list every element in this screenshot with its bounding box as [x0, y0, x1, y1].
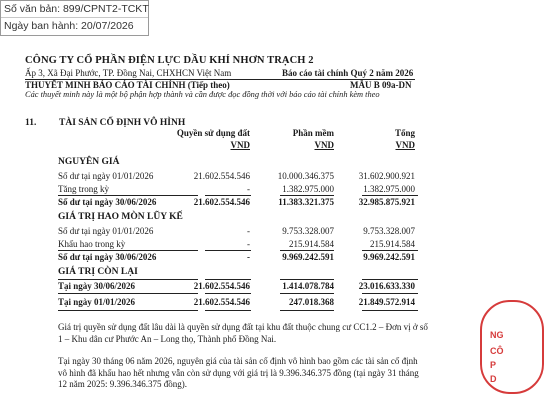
cell-land-use-rights: 21.602.554.546: [193, 171, 250, 181]
doc-number: Số văn bản: 899/CPNT2-TCKT: [4, 3, 149, 15]
notes-title: THUYẾT MINH BÁO CÁO TÀI CHÍNH (Tiếp theo): [25, 80, 230, 90]
table-row: [58, 252, 418, 264]
cell-total: 32.985.875.921: [358, 197, 415, 207]
row-label: Số dư tại ngày 01/01/2026: [58, 171, 154, 181]
row-label: Tăng trong kỳ: [58, 184, 109, 194]
cell-software: 10.000.346.375: [277, 171, 334, 181]
section-number: 11.: [25, 118, 37, 128]
cell-software: 1.414.078.784: [282, 281, 334, 291]
cell-total: 1.382.975.000: [363, 184, 415, 194]
notes-subtitle: Các thuyết minh này là một bộ phận hợp thành và cần được đọc đồng thời với báo cáo tài chính kèm theo: [25, 90, 380, 99]
row-label: Tại ngày 01/01/2026: [58, 297, 136, 307]
subtotal-rule: [58, 195, 198, 196]
issue-date: Ngày ban hành: 20/07/2026: [1, 17, 148, 34]
cell-land-use-rights: 21.602.554.546: [193, 297, 250, 307]
cell-land-use-rights: -: [247, 226, 250, 236]
seal-text: D: [490, 374, 497, 384]
column-unit-total: VND: [395, 140, 415, 150]
table-row: [58, 197, 418, 209]
cell-land-use-rights: 21.602.554.546: [193, 281, 250, 291]
column-header-software: Phần mềm: [292, 128, 334, 138]
cell-total: 31.602.900.921: [358, 171, 415, 181]
row-label: Số dư tại ngày 01/01/2026: [58, 226, 154, 236]
report-title: Báo cáo tài chính Quý 2 năm 2026: [282, 68, 414, 78]
document-meta-box: [0, 0, 149, 36]
note-paragraph: Tại ngày 30 tháng 06 năm 2026, nguyên giá của tài sản cố định vô hình bao gồm các tài sản cố định vô hình đã khấu hao hết nhưng vẫn còn sử dụng với giá trị là 9.396.346.375 đồng (tại ngày 31 tháng 12 năm 2025: 9.396.346.375 đồng).: [58, 356, 419, 389]
column-header-total: Tổng: [394, 128, 415, 138]
group-title-net: GIÁ TRỊ CÒN LẠI: [58, 267, 138, 277]
group-title-cost: NGUYÊN GIÁ: [58, 157, 120, 167]
note-paragraph: Giá trị quyền sử dụng đất lâu dài là quyền sử dụng đất tại khu đất thuộc chung cư CC1.2 – Đơn vị ở số 1 – Khu dân cư Phước An – Long thọ, Thành phố Đồng Nai.: [58, 322, 428, 344]
cell-total: 23.016.633.330: [358, 281, 415, 291]
subtotal-rule: [205, 195, 251, 196]
row-label: Khấu hao trong kỳ: [58, 239, 126, 249]
cell-software: 247.018.368: [289, 297, 334, 307]
seal-text: P: [490, 360, 497, 370]
subtotal-rule: [362, 250, 418, 251]
form-code: MẪU B 09a-DN: [350, 80, 412, 90]
subtotal-rule: [205, 250, 251, 251]
total-rule: [280, 310, 334, 311]
subtotal-rule: [362, 195, 418, 196]
subtotal-rule: [362, 279, 418, 280]
row-label: Số dư tại ngày 30/06/2026: [58, 197, 157, 207]
cell-total: 9.753.328.007: [363, 226, 415, 236]
column-unit-land-use-rights: VND: [230, 140, 250, 150]
company-name: CÔNG TY CỔ PHẦN ĐIỆN LỰC DẦU KHÍ NHƠN TRẠCH 2: [25, 55, 314, 66]
cell-total: 9.969.242.591: [363, 252, 415, 262]
subtotal-rule: [280, 250, 334, 251]
seal-text: CÔ: [490, 346, 504, 356]
subtotal-rule: [280, 279, 334, 280]
group-title-amortization: GIÁ TRỊ HAO MÒN LŨY KẾ: [58, 212, 183, 222]
subtotal-rule: [280, 195, 334, 196]
seal-text: NG: [490, 330, 504, 340]
cell-total: 21.849.572.914: [358, 297, 415, 307]
row-label: Số dư tại ngày 30/06/2026: [58, 252, 157, 262]
cell-land-use-rights: -: [247, 252, 250, 262]
cell-total: 215.914.584: [370, 239, 415, 249]
total-rule: [362, 310, 418, 311]
total-rule: [205, 310, 251, 311]
cell-software: 215.914.584: [289, 239, 334, 249]
company-seal: [480, 300, 544, 394]
cell-software: 11.383.321.375: [278, 197, 334, 207]
cell-land-use-rights: -: [247, 184, 250, 194]
total-rule: [58, 310, 198, 311]
table-row: [58, 297, 418, 309]
cell-software: 9.753.328.007: [282, 226, 334, 236]
row-rule: [362, 293, 418, 294]
cell-land-use-rights: -: [247, 239, 250, 249]
column-header-land-use-rights: Quyền sử dụng đất: [176, 128, 250, 138]
cell-land-use-rights: 21.602.554.546: [193, 197, 250, 207]
company-address: Ấp 3, Xã Đại Phước, TP. Đồng Nai, CHXHCN Việt Nam: [25, 68, 232, 78]
row-rule: [280, 293, 334, 294]
column-unit-software: VND: [314, 140, 334, 150]
section-title: TÀI SẢN CỐ ĐỊNH VÔ HÌNH: [59, 118, 186, 128]
table-row: [58, 171, 418, 183]
subtotal-rule: [58, 250, 198, 251]
subtotal-rule: [58, 279, 198, 280]
cell-software: 1.382.975.000: [282, 184, 334, 194]
cell-software: 9.969.242.591: [282, 252, 334, 262]
table-row: [58, 226, 418, 238]
table-row: [58, 281, 418, 293]
row-rule: [205, 293, 251, 294]
row-rule: [58, 293, 198, 294]
row-label: Tại ngày 30/06/2026: [58, 281, 136, 291]
subtotal-rule: [205, 279, 251, 280]
